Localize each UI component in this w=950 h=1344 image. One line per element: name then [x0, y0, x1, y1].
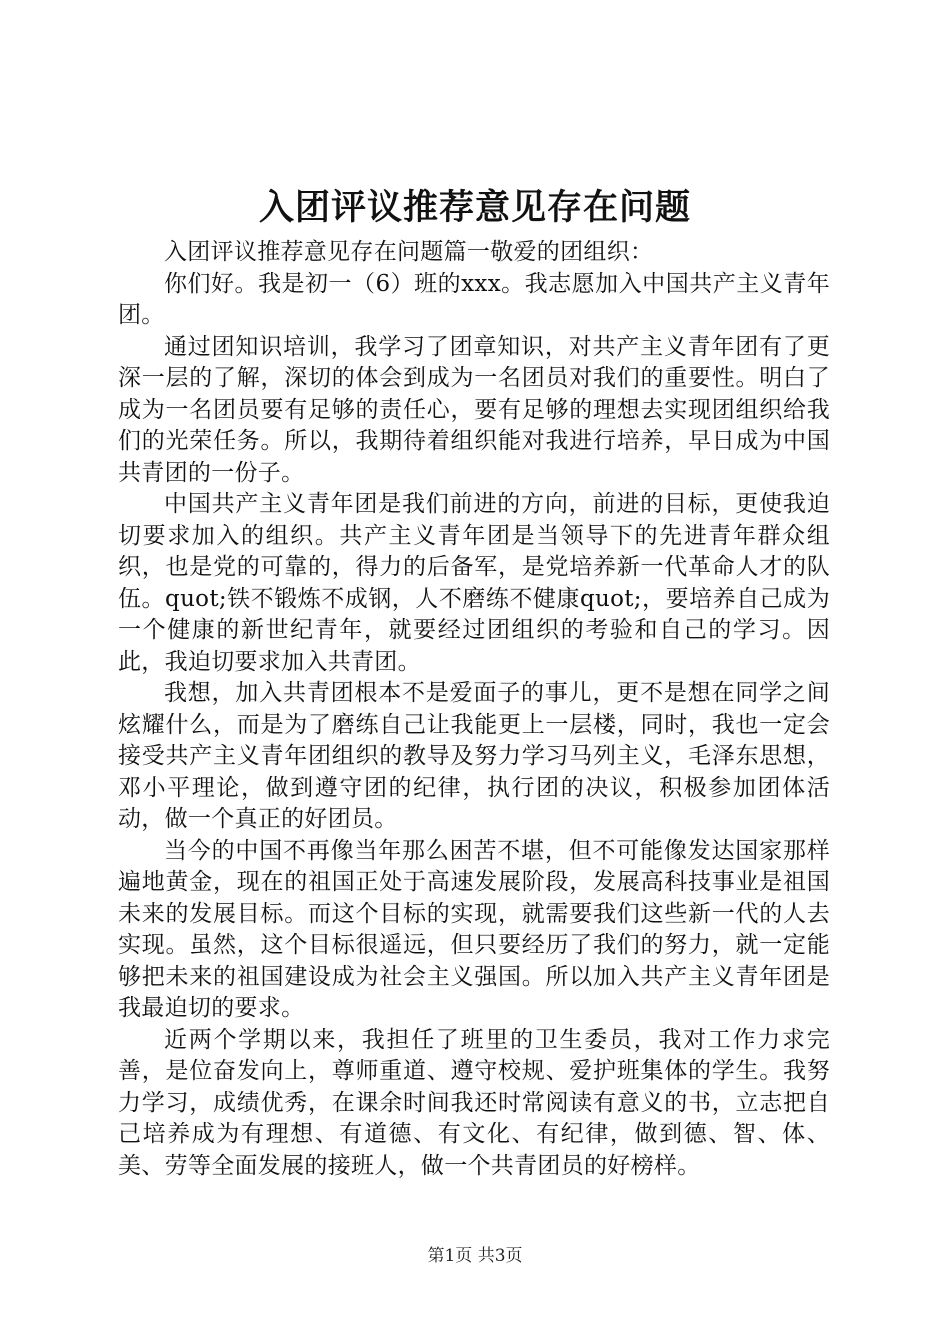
paragraph-salutation: 入团评议推荐意见存在问题篇一敬爱的团组织： — [164, 239, 654, 265]
paragraph-country: 当今的中国不再像当年那么困苦不堪，但不可能像发达国家那样遍地黄金，现在的祖国正处于高速发展阶段，发展高科技事业是祖国未来的发展目标。而这个目标的实现，就需要我们这些新一代的人去实现。虽然，这个目标很遥远，但只要经历了我们的努力，就一定能够把未来的祖国建设成为社会主义强国。所以加入共产主义青年团是我最迫切的要求。 — [118, 837, 830, 1021]
paragraph-direction: 中国共产主义青年团是我们前进的方向，前进的目标，更使我迫切要求加入的组织。共产主义青年团是当领导下的先进青年群众组织，也是党的可靠的，得力的后备军，是党培养新一代革命人才的队伍。quot;铁不锻炼不成钢，人不磨练不健康quot;，要培养自己成为一个健康的新世纪青年，就要经过团组织的考验和自己的学习。因此，我迫切要求加入共青团。 — [118, 491, 830, 675]
document-title: 入团评议推荐意见存在问题 — [258, 187, 691, 228]
paragraph-motivation: 我想，加入共青团根本不是爱面子的事儿，更不是想在同学之间炫耀什么，而是为了磨练自己让我能更上一层楼，同时，我也一定会接受共产主义青年团组织的教导及努力学习马列主义，毛泽东思想，邓小平理论，做到遵守团的纪律，执行团的决议，积极参加团体活动，做一个真正的好团员。 — [118, 680, 830, 832]
paragraph-self-assessment: 近两个学期以来，我担任了班里的卫生委员，我对工作力求完善，是位奋发向上，尊师重道、遵守校规、爱护班集体的学生。我努力学习，成绩优秀，在课余时间我还时常阅读有意义的书，立志把自己培养成为有理想、有道德、有文化、有纪律，做到德、智、体、美、劳等全面发展的接班人，做一个共青团员的好榜样。 — [118, 1026, 830, 1179]
paragraph-greeting: 你们好。我是初一（6）班的xxx。我志愿加入中国共产主义青年团。 — [118, 270, 830, 328]
paragraph-training: 通过团知识培训，我学习了团章知识，对共产主义青年团有了更深一层的了解，深切的体会到成为一名团员对我们的重要性。明白了成为一名团员要有足够的责任心，要有足够的理想去实现团组织给我们的光荣任务。所以，我期待着组织能对我进行培养，早日成为中国共青团的一份子。 — [118, 333, 830, 486]
document-body — [118, 237, 830, 1182]
page-number-footer: 第1页 共3页 — [427, 1246, 523, 1266]
